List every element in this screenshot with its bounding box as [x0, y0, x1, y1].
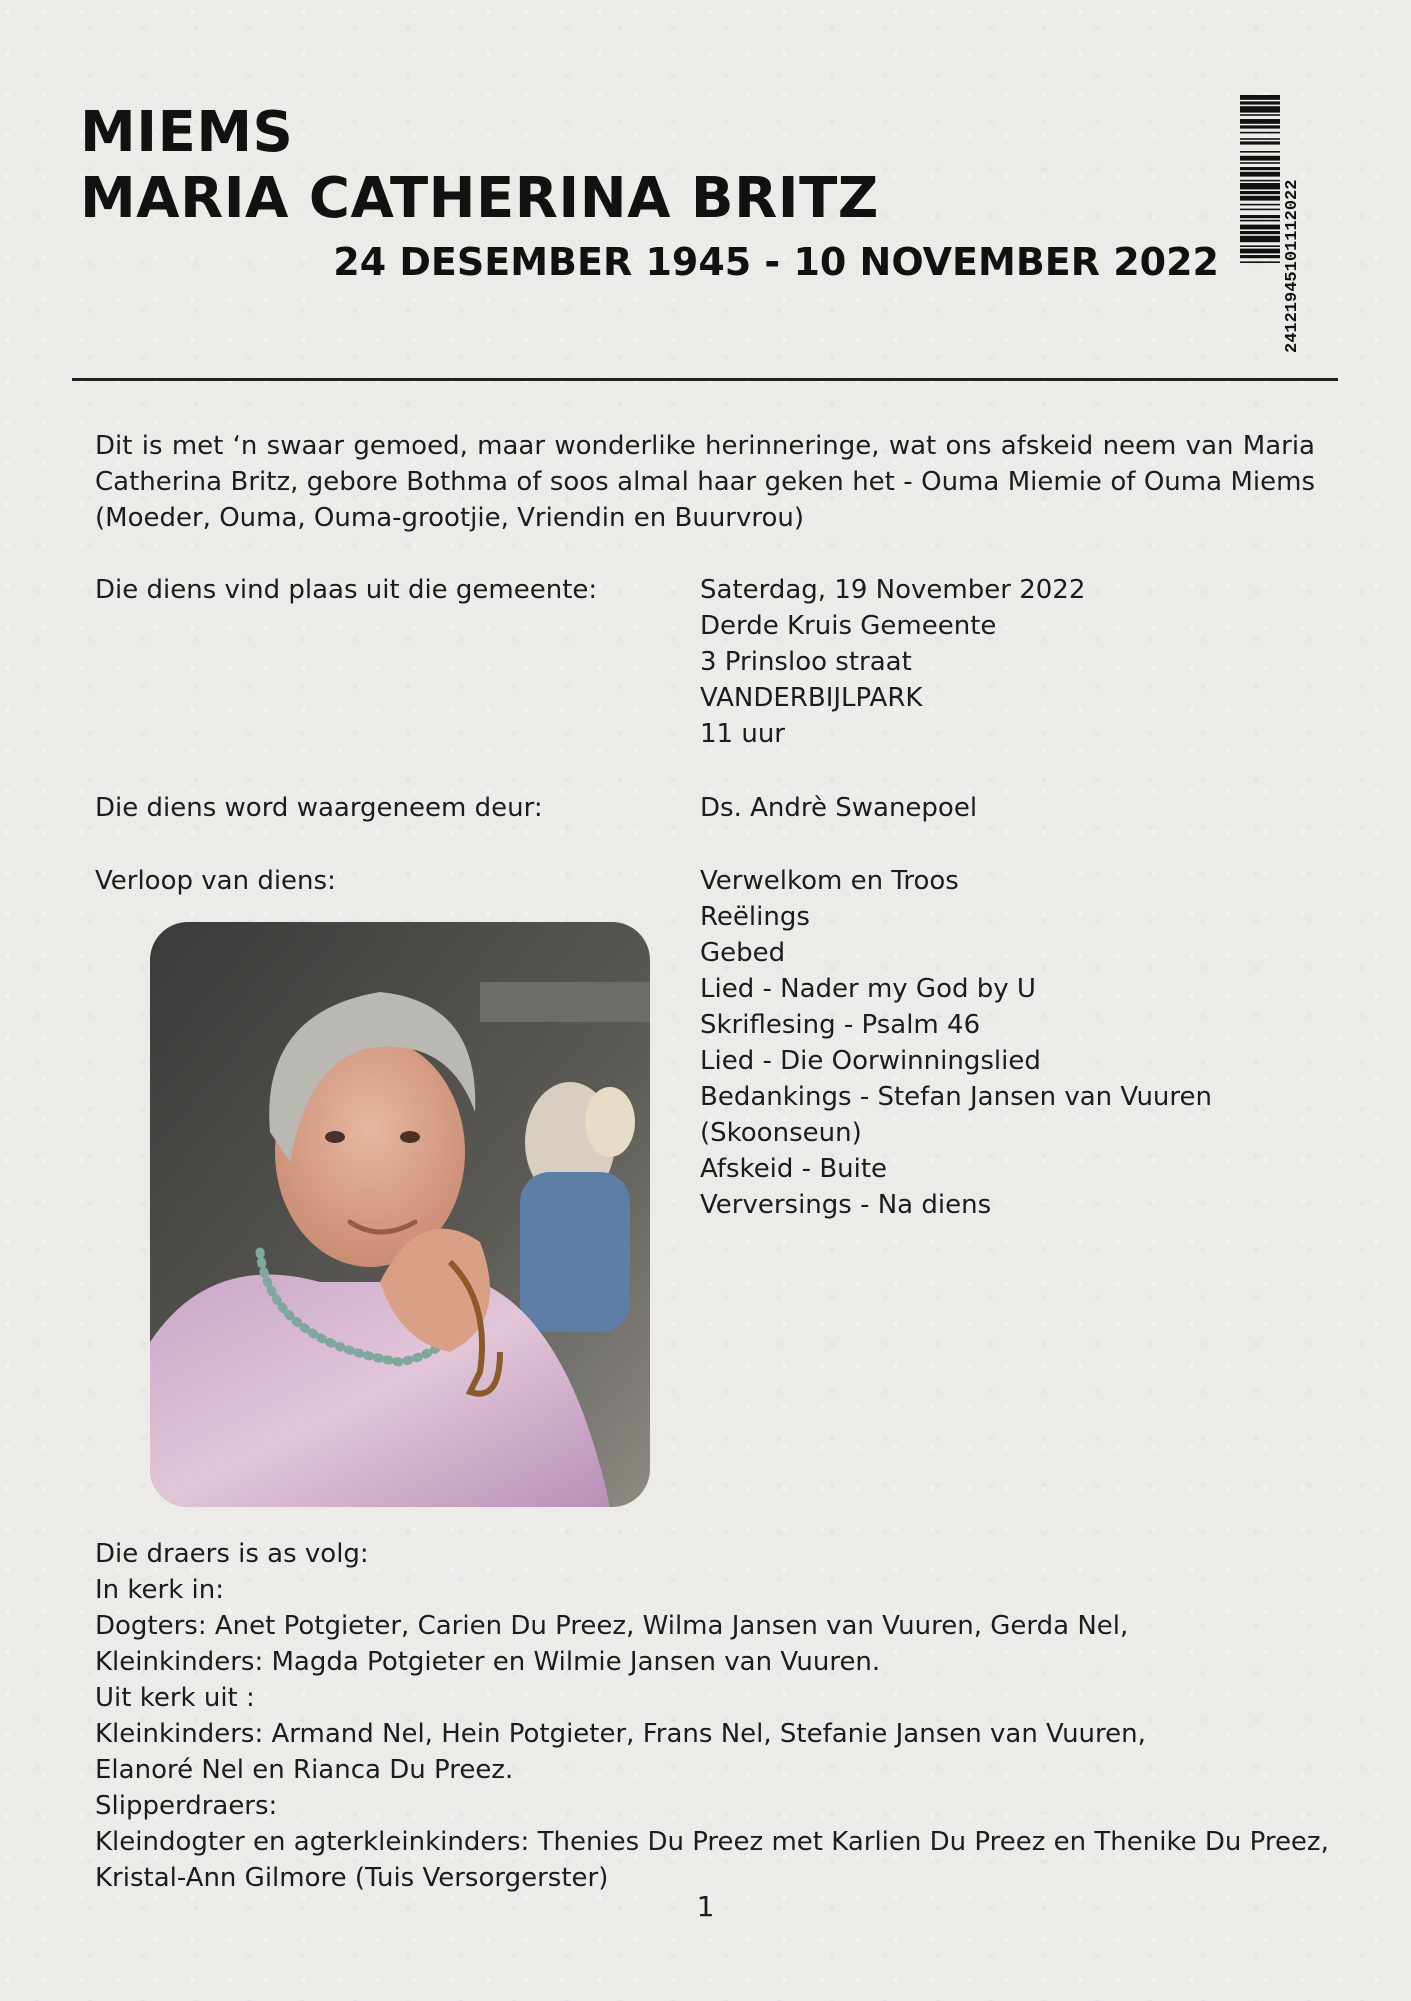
barcode-bar [1240, 220, 1280, 222]
barcode-bar [1240, 209, 1280, 211]
bearers-line: Slipperdraers: [95, 1791, 278, 1821]
barcode-bar [1240, 196, 1280, 201]
bearers-line: Kleinkinders: Magda Potgieter en Wilmie Jansen van Vuuren. [95, 1647, 881, 1677]
program-item: Skriflesing - Psalm 46 [700, 1010, 981, 1040]
program-item: Reëlings [700, 902, 810, 932]
barcode-bar [1240, 138, 1280, 140]
intro-paragraph: Dit is met ‘n swaar gemoed, maar wonderlike herinneringe, wat ons afskeid neem van Maria Catherina Britz, gebore Bothma of soos almal haar geken het - Ouma Miemie of Ouma Miems (Moeder, Ouma, Ouma-grootjie, Vriendin en Buurvrou) [95, 431, 1315, 533]
bearers-line: Uit kerk uit : [95, 1683, 255, 1713]
program-item: Verwelkom en Troos [700, 866, 959, 896]
barcode-bar [1240, 204, 1280, 206]
program-item: Bedankings - Stefan Jansen van Vuuren [700, 1082, 1212, 1112]
bearers-line: Kristal-Ann Gilmore (Tuis Versorgerster) [95, 1863, 609, 1893]
portrait-photo [150, 922, 650, 1507]
barcode-bar [1240, 261, 1280, 263]
page-title [80, 100, 879, 232]
barcode-bar [1240, 191, 1280, 194]
barcode-bar [1240, 141, 1280, 144]
bearers-line: In kerk in: [95, 1575, 225, 1605]
location-line: VANDERBIJLPARK [700, 683, 923, 713]
barcode-graphic [1240, 95, 1302, 357]
bearers-line: Dogters: Anet Potgieter, Carien Du Preez, Wilma Jansen van Vuuren, Gerda Nel, [95, 1611, 1129, 1641]
program-item: Afskeid - Buite [700, 1154, 888, 1184]
life-dates: 24 DESEMBER 1945 - 10 NOVEMBER 2022 [333, 240, 1219, 284]
location-line: Derde Kruis Gemeente [700, 611, 997, 641]
barcode-bar [1240, 255, 1280, 258]
nickname: MIEMS [80, 100, 294, 165]
location-label: Die diens vind plaas uit die gemeente: [95, 575, 598, 605]
bearers-line: Kleindogter en agterkleinkinders: Thenies Du Preez met Karlien Du Preez en Thenike Du Preez, [95, 1827, 1329, 1857]
barcode-bar [1240, 162, 1280, 164]
program-item: Gebed [700, 938, 786, 968]
program-item: Lied - Nader my God by U [700, 974, 1036, 1004]
barcode-bar [1240, 183, 1280, 189]
barcode-bar [1240, 106, 1280, 112]
program-item: Verversings - Na diens [700, 1190, 992, 1220]
pallbearers-section [95, 1536, 1335, 1896]
barcode-number: 24121945101112022 [1283, 179, 1302, 353]
program-list [700, 863, 1320, 1223]
officiant-name: Ds. Andrè Swanepoel [700, 793, 978, 823]
barcode [1240, 95, 1302, 357]
barcode-bar [1240, 249, 1280, 254]
program-label: Verloop van diens: [95, 866, 336, 896]
bearers-line: Elanoré Nel en Rianca Du Preez. [95, 1755, 514, 1785]
program-item: Lied - Die Oorwinningslied [700, 1046, 1041, 1076]
barcode-bar [1240, 231, 1280, 234]
barcode-bar [1240, 125, 1280, 128]
location-details [700, 572, 1320, 752]
barcode-bar [1240, 225, 1280, 230]
header-divider [72, 378, 1338, 381]
barcode-bar [1240, 167, 1280, 170]
location-line: 3 Prinsloo straat [700, 647, 912, 677]
barcode-bar [1240, 245, 1280, 247]
barcode-bar [1240, 151, 1280, 153]
location-line: Saterdag, 19 November 2022 [700, 575, 1086, 605]
barcode-bar [1240, 114, 1280, 116]
barcode-bar [1240, 101, 1280, 104]
barcode-bar [1240, 95, 1280, 100]
officiant-label: Die diens word waargeneem deur: [95, 793, 543, 823]
barcode-bar [1240, 156, 1280, 161]
barcode-bar [1240, 236, 1280, 242]
full-name: MARIA CATHERINA BRITZ [80, 166, 879, 231]
bearers-line: Die draers is as volg: [95, 1539, 369, 1569]
bearers-line: Kleinkinders: Armand Nel, Hein Potgieter, Frans Nel, Stefanie Jansen van Vuuren, [95, 1719, 1146, 1749]
barcode-bar [1240, 132, 1280, 134]
program-item: (Skoonseun) [700, 1118, 862, 1148]
page-number: 1 [696, 1890, 715, 1923]
barcode-bar [1240, 215, 1280, 218]
barcode-bar [1240, 180, 1280, 182]
barcode-bar [1240, 119, 1280, 124]
barcode-bar [1240, 172, 1280, 177]
location-line: 11 uur [700, 719, 785, 749]
